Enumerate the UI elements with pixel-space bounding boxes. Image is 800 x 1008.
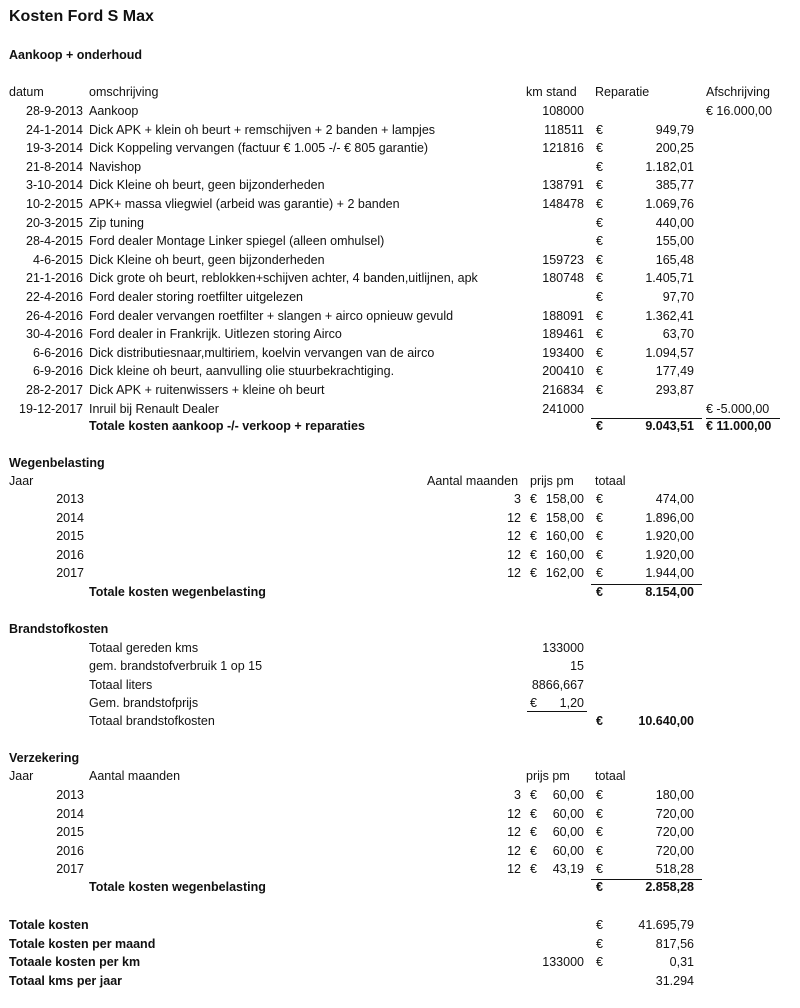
row-km-stand: 193400 [542,345,584,360]
row-prijs-pm: 60,00 [552,788,584,802]
currency-symbol: € [596,215,603,230]
row-date: 3-10-2014 [26,178,83,193]
currency-symbol: € [596,364,603,379]
currency-symbol: € [596,918,603,932]
row-prijs-pm: 158,00 [545,510,584,525]
row-date: 10-2-2015 [26,197,83,211]
currency-symbol: € [596,197,603,211]
header-reparatie: Reparatie [595,85,650,99]
row-km-stand: 148478 [542,197,584,211]
verzekering-header-row [0,767,800,785]
aankoop-row [0,195,800,213]
row-km-stand: 189461 [542,327,584,342]
row-date: 24-1-2014 [26,122,83,137]
row-reparatie: 1.094,57 [645,345,694,360]
currency-symbol: € [596,806,603,821]
row-date: 28-4-2015 [26,234,83,249]
brandstof-row [0,676,800,694]
row-totaal: 474,00 [655,492,694,506]
currency-symbol: € [596,159,603,174]
currency-symbol: € [596,419,603,433]
header-totaal: totaal [595,769,626,783]
row-km-stand: 188091 [542,308,584,323]
currency-symbol: € [596,843,603,858]
row-aantal-maanden: 12 [507,547,521,562]
row-value: 1,20 [559,695,584,710]
row-aantal-maanden: 12 [507,843,521,858]
row-date: 19-3-2014 [26,141,83,156]
aankoop-header-row [0,83,800,101]
summary-label: Totale kosten per maand [9,936,156,951]
summary-label: Totaal kms per jaar [9,973,123,988]
aankoop-row [0,102,800,120]
row-aantal-maanden: 12 [507,566,521,581]
aankoop-row [0,288,800,306]
currency-symbol: € [596,714,603,728]
row-date: 22-4-2016 [26,290,83,304]
summary-row [0,972,800,990]
brandstof-total-value: 10.640,00 [638,714,694,728]
row-description: Dick distributiesnaar,multiriem, koelvin vervangen van de airco [89,345,435,360]
row-description: Dick Kleine oh beurt, geen bijzonderheden [89,252,325,267]
verzekering-total-label: Totale kosten wegenbelasting [89,880,266,894]
aankoop-row [0,232,800,250]
row-km-stand: 138791 [542,178,584,193]
aankoop-row [0,362,800,380]
row-jaar: 2013 [56,788,84,802]
aankoop-row [0,325,800,343]
aankoop-row [0,176,800,194]
currency-symbol: € [596,252,603,267]
brandstof-total-label: Totaal brandstofkosten [89,714,215,728]
section-heading-wegenbelasting: Wegenbelasting [9,456,105,470]
row-aantal-maanden: 3 [514,788,521,802]
row-description: Dick grote oh beurt, reblokken+schijven achter, 4 banden,uitlijnen, apk [89,271,478,286]
row-aantal-maanden: 12 [507,825,521,840]
row-description: Inruil bij Renault Dealer [89,401,219,416]
currency-symbol: € [596,383,603,397]
aankoop-row [0,269,800,287]
currency-symbol: € [596,825,603,840]
section-heading-verzekering: Verzekering [9,751,80,765]
brandstof-row [0,657,800,675]
row-jaar: 2014 [56,510,84,525]
row-reparatie: 63,70 [662,327,694,342]
row-jaar: 2014 [56,806,84,821]
currency-symbol: € [530,806,537,821]
row-km-stand: 180748 [542,271,584,286]
header-aantal-maanden: Aantal maanden [89,769,181,783]
currency-symbol: € [596,345,603,360]
row-reparatie: 1.182,01 [645,159,694,174]
currency-symbol: € [530,843,537,858]
row-totaal: 720,00 [655,806,694,821]
wegen-header-row [0,472,800,490]
row-label: Totaal gereden kms [89,641,199,655]
wegen-row [0,509,800,527]
row-date: 28-9-2013 [26,104,83,118]
row-value: 8866,667 [531,677,584,692]
row-km-stand: 216834 [542,383,584,397]
aankoop-row [0,214,800,232]
aankoop-total-row [0,417,800,435]
row-value: 133000 [542,641,584,655]
row-reparatie: 385,77 [655,178,694,193]
row-description: Dick Koppeling vervangen (factuur € 1.005 -/- € 805 garantie) [89,141,429,156]
currency-symbol: € [596,585,603,599]
currency-symbol: € [596,566,603,581]
summary-value: 31.294 [655,973,694,988]
row-jaar: 2016 [56,843,84,858]
currency-symbol: € [596,122,603,137]
row-prijs-pm: 162,00 [545,566,584,581]
row-date: 4-6-2015 [32,252,83,267]
header-prijs-pm: prijs pm [526,769,570,783]
row-description: Ford dealer storing roetfilter uitgelezen [89,290,304,304]
brandstof-row [0,639,800,657]
row-km-stand: 241000 [542,401,584,416]
row-jaar: 2015 [56,529,84,544]
row-prijs-pm: 160,00 [545,529,584,544]
page-title: Kosten Ford S Max [9,8,154,25]
row-description: Dick APK + ruitenwissers + kleine oh beurt [89,383,325,397]
aankoop-row [0,400,800,418]
summary-value: 41.695,79 [638,918,694,932]
brandstof-total-row [0,712,800,730]
row-reparatie: 97,70 [662,290,694,304]
row-jaar: 2016 [56,547,84,562]
row-reparatie: 440,00 [655,215,694,230]
summary-row [0,953,800,971]
currency-symbol: € [596,271,603,286]
row-value: 15 [570,659,584,674]
currency-symbol: € [530,788,537,802]
row-date: 20-3-2015 [26,215,83,230]
header-afschrijving: Afschrijving [706,85,770,99]
header-datum: datum [9,85,44,99]
wegen-row [0,527,800,545]
row-totaal: 180,00 [655,788,694,802]
currency-symbol: € [530,566,537,581]
row-description: Navishop [89,159,142,174]
row-description: APK+ massa vliegwiel (arbeid was garantie) + 2 banden [89,197,400,211]
currency-symbol: € [596,936,603,951]
row-date: 19-12-2017 [19,401,83,416]
row-label: Gem. brandstofprijs [89,695,199,710]
row-prijs-pm: 60,00 [552,806,584,821]
header-omschrijving: omschrijving [89,85,159,99]
row-date: 6-6-2016 [32,345,83,360]
aankoop-row [0,307,800,325]
row-reparatie: 1.362,41 [645,308,694,323]
currency-symbol: € [596,510,603,525]
row-description: Aankoop [89,104,139,118]
section-heading-aankoop: Aankoop + onderhoud [9,48,142,62]
row-totaal: 1.944,00 [645,566,694,581]
row-jaar: 2015 [56,825,84,840]
row-date: 6-9-2016 [32,364,83,379]
header-totaal: totaal [595,474,626,488]
row-prijs-pm: 60,00 [552,843,584,858]
header-km-stand: km stand [526,85,577,99]
row-reparatie: 293,87 [655,383,694,397]
header-jaar: Jaar [9,769,34,783]
currency-symbol: € [596,178,603,193]
row-description: Dick kleine oh beurt, aanvulling olie stuurbekrachtiging. [89,364,395,379]
currency-symbol: € [596,547,603,562]
verzekering-row [0,805,800,823]
row-jaar: 2017 [56,566,84,581]
row-description: Dick Kleine oh beurt, geen bijzonderheden [89,178,325,193]
currency-symbol: € [596,308,603,323]
row-reparatie: 200,25 [655,141,694,156]
row-afschrijving: € -5.000,00 [706,401,770,416]
summary-row [0,916,800,934]
summary-value: 0,31 [669,955,694,970]
row-totaal: 720,00 [655,825,694,840]
currency-symbol: € [596,327,603,342]
row-description: Ford dealer Montage Linker spiegel (alleen omhulsel) [89,234,385,249]
row-reparatie: 1.069,76 [645,197,694,211]
currency-symbol: € [530,696,537,710]
verzekering-row [0,860,800,878]
currency-symbol: € [596,955,603,970]
row-date: 21-8-2014 [26,159,83,174]
row-prijs-pm: 158,00 [545,492,584,506]
row-km-stand: 159723 [542,252,584,267]
wegen-total-label: Totale kosten wegenbelasting [89,585,266,599]
row-prijs-pm: 43,19 [552,862,584,877]
brandstof-prijs-currency [0,694,800,712]
header-aantal-maanden: Aantal maanden [427,474,519,488]
row-reparatie: 1.405,71 [645,271,694,286]
row-description: Zip tuning [89,215,144,230]
row-aantal-maanden: 3 [514,492,521,506]
row-prijs-pm: 60,00 [552,825,584,840]
aankoop-total-label: Totale kosten aankoop -/- verkoop + reparaties [89,419,365,433]
row-reparatie: 949,79 [655,122,694,137]
row-totaal: 1.920,00 [645,547,694,562]
verzekering-row [0,823,800,841]
summary-km: 133000 [542,955,584,970]
currency-symbol: € [596,862,603,877]
row-totaal: 1.920,00 [645,529,694,544]
header-prijs-pm: prijs pm [530,474,574,488]
row-totaal: 518,28 [655,862,694,877]
section-heading-brandstof: Brandstofkosten [9,622,109,636]
summary-label: Totaale kosten per km [9,955,141,970]
currency-symbol: € [596,290,603,304]
row-totaal: 1.896,00 [645,510,694,525]
currency-symbol: € [596,788,603,802]
currency-symbol: € [596,529,603,544]
row-date: 28-2-2017 [26,383,83,397]
row-jaar: 2013 [56,492,84,506]
summary-label: Totale kosten [9,918,89,932]
verzekering-row [0,842,800,860]
row-label: Totaal liters [89,677,153,692]
row-km-stand: 121816 [542,141,584,156]
aankoop-row [0,139,800,157]
row-aantal-maanden: 12 [507,510,521,525]
wegen-total-value: 8.154,00 [645,585,694,599]
row-reparatie: 177,49 [655,364,694,379]
currency-symbol: € [530,529,537,544]
currency-symbol: € [596,880,603,894]
aankoop-row [0,158,800,176]
wegen-total-row [0,583,800,601]
wegen-row [0,564,800,582]
row-reparatie: 155,00 [655,234,694,249]
row-description: Ford dealer in Frankrijk. Uitlezen storing Airco [89,327,342,342]
row-km-stand: 108000 [542,104,584,118]
aankoop-total-reparatie: 9.043,51 [645,419,694,433]
summary-value: 817,56 [655,936,694,951]
currency-symbol: € [530,510,537,525]
aankoop-row [0,381,800,399]
row-totaal: 720,00 [655,843,694,858]
aankoop-row [0,121,800,139]
currency-symbol: € [530,492,537,506]
row-km-stand: 118511 [544,122,584,137]
row-date: 21-1-2016 [26,271,83,286]
aankoop-row [0,251,800,269]
verzekering-total-row [0,878,800,896]
row-jaar: 2017 [56,862,84,877]
currency-symbol: € [596,492,603,506]
verzekering-total-value: 2.858,28 [645,880,694,894]
row-prijs-pm: 160,00 [545,547,584,562]
row-label: gem. brandstofverbruik 1 op 15 [89,659,263,674]
row-afschrijving: € 16.000,00 [706,104,773,118]
currency-symbol: € [530,547,537,562]
row-description: Ford dealer vervangen roetfilter + slangen + airco opnieuw gevuld [89,308,454,323]
header-jaar: Jaar [9,474,34,488]
row-description: Dick APK + klein oh beurt + remschijven + 2 banden + lampjes [89,122,436,137]
row-date: 26-4-2016 [26,308,83,323]
aankoop-row [0,344,800,362]
currency-symbol: € [530,825,537,840]
currency-symbol: € [596,141,603,156]
wegen-row [0,490,800,508]
row-date: 30-4-2016 [26,327,83,342]
row-reparatie: 165,48 [655,252,694,267]
aankoop-total-afschrijving: € 11.000,00 [706,419,772,433]
row-aantal-maanden: 12 [507,529,521,544]
currency-symbol: € [530,862,537,877]
verzekering-row [0,786,800,804]
row-aantal-maanden: 12 [507,806,521,821]
row-km-stand: 200410 [542,364,584,379]
currency-symbol: € [596,234,603,249]
summary-row [0,935,800,953]
row-aantal-maanden: 12 [507,862,521,877]
wegen-row [0,546,800,564]
